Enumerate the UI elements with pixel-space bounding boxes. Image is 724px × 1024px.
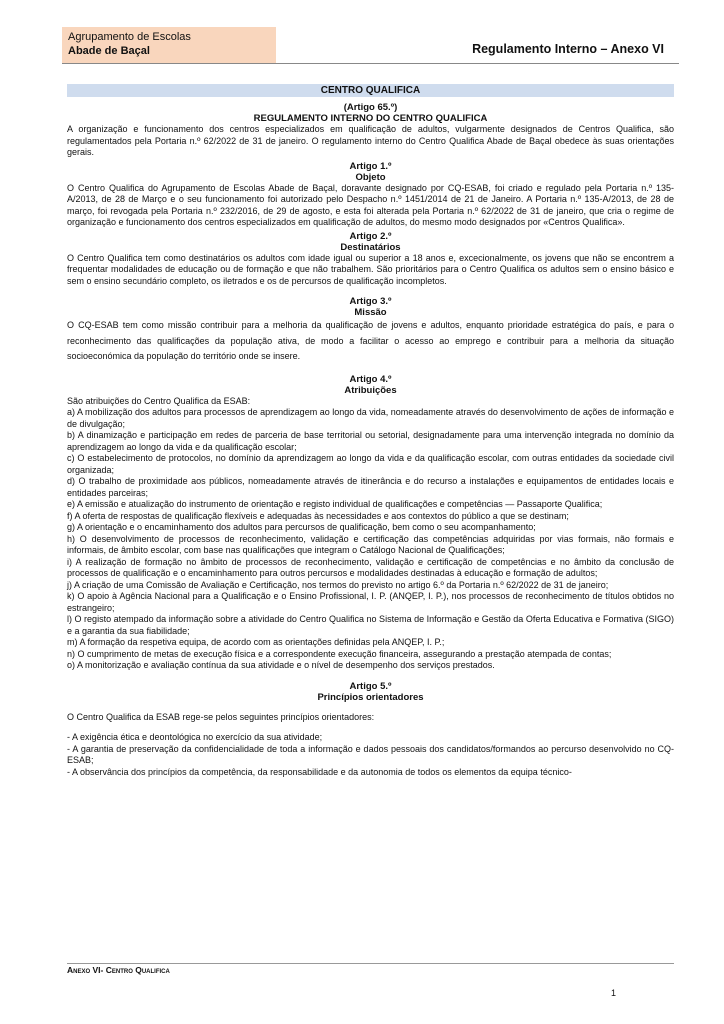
document-body	[67, 84, 674, 778]
page-footer	[67, 963, 674, 975]
article-2-title: Destinatários	[340, 241, 401, 253]
header-divider	[62, 63, 679, 64]
list-item: k) O apoio à Agência Nacional para a Qualificação e o Ensino Profissional, I. P. (ANQEP, I. P.), nos processos de reconhecimento de títulos obtidos no estrangeiro;	[67, 591, 674, 613]
article-5-title: Princípios orientadores	[317, 691, 424, 703]
list-item: l) O registo atempado da informação sobre a atividade do Centro Qualifica no Sistema de Informação e Gestão da Oferta Educativa e Formativa (SIGO) e a garantia da sua fiabilidade;	[67, 614, 674, 636]
list-item: e) A emissão e atualização do instrumento de orientação e registo individual de qualificações e competências — Passaporte Qualifica;	[67, 499, 603, 509]
article-3-number: Artigo 3.º	[349, 296, 392, 307]
article-4-list	[67, 407, 674, 672]
intro-paragraph: A organização e funcionamento dos centros especializados em qualificação de adultos, vulgarmente designados de Centros Qualifica, são regulamentados pela Portaria n.º 62/2022 de 31 de janeiro. O regulamento interno do Centro Qualifica Abade de Baçal obedece às suas orientações gerais.	[67, 124, 674, 157]
article-4-title: Atribuições	[344, 384, 397, 396]
article-5-number: Artigo 5.º	[349, 680, 392, 692]
list-item: m) A formação da respetiva equipa, de acordo com as orientações definidas pela ANQEP, I. P.;	[67, 637, 445, 647]
list-item: o) A monitorização e avaliação contínua da sua atividade e o nível de desempenho dos serviços prestados.	[67, 660, 495, 670]
school-line-2: Abade de Baçal	[68, 45, 150, 57]
article-5-lead: O Centro Qualifica da ESAB rege-se pelos seguintes princípios orientadores:	[67, 711, 375, 722]
school-name-box	[62, 27, 276, 63]
list-item: n) O cumprimento de metas de execução física e a correspondente execução financeira, assegurando a prestação atempada de contas;	[67, 648, 612, 659]
list-item: - A garantia de preservação da confidencialidade de toda a informação e dados pessoais dos candidatos/formandos ao percurso desenvolvido no CQ-ESAB;	[67, 743, 674, 765]
article-3-title: Missão	[354, 307, 387, 318]
document-title: Regulamento Interno – Anexo VI	[472, 42, 664, 56]
footer-label: Anexo VI- Centro Qualifica	[67, 965, 170, 975]
article-1-title: Objeto	[355, 171, 386, 183]
list-item: a) A mobilização dos adultos para processos de aprendizagem ao longo da vida, nomeadamente através do desenvolvimento de ações de informação e de divulgação;	[67, 407, 674, 429]
article-4-number: Artigo 4.º	[349, 373, 392, 385]
article-5-list	[67, 732, 674, 778]
list-item: h) O desenvolvimento de processos de reconhecimento, validação e certificação das competências adquiridas por vias formais, não formais e informais, de âmbito escolar, com base nas qualificações que integram o Catálogo Nacional de Qualificações;	[67, 533, 674, 555]
list-item: i) A realização de formação no âmbito de processos de reconhecimento, validação e certificação de competências e no âmbito da conclusão de processos de qualificação e o encaminhamento para outros percursos e modalidades destinadas à educação e formação de adultos;	[67, 556, 674, 578]
article-4-lead: São atribuições do Centro Qualifica da ESAB:	[67, 395, 251, 406]
list-item: b) A dinamização e participação em redes de parceria de base territorial ou setorial, designadamente para uma intervenção integrada no domínio da aprendizagem ao longo da vida e da qualificação escolar;	[67, 430, 674, 452]
list-item: g) A orientação e o encaminhamento dos adultos para percursos de qualificação, bem como o seu acompanhamento;	[67, 522, 536, 532]
list-item: j) A criação de uma Comissão de Avaliação e Certificação, nos termos do previsto no artigo 6.º da Portaria n.º 62/2022 de 31 de janeiro;	[67, 579, 609, 590]
section-band: CENTRO QUALIFICA	[67, 84, 674, 97]
list-item: d) O trabalho de proximidade aos públicos, nomeadamente através de itinerância e do recurso a instalações e equipamentos de entidades locais e entidades parceiras;	[67, 476, 674, 498]
article-1-paragraph: O Centro Qualifica do Agrupamento de Escolas Abade de Baçal, doravante designado por CQ-ESAB, foi criado e regulado pela Portaria n.º 135-A/2013, de 28 de Março e o seu funcionamento foi autorizado pelo Despacho n.º 1451/2014 de 21 de Janeiro. A Portaria n.º 135-A/2013, de 28 de março, foi revogada pela Portaria n.º 232/2016, de 29 de agosto, e esta foi alterada pela Portaria n.º 62/2022 de 31 de janeiro, que cria o regime de organização e funcionamento dos centros especializados em qualificação de adultos, do mesmo modo designados por «Centros Qualifica».	[67, 182, 674, 227]
list-item: - A exigência ética e deontológica no exercício da sua atividade;	[67, 732, 323, 742]
list-item: - A observância dos princípios da competência, da responsabilidade e da autonomia de todos os elementos da equipa técnico-	[67, 766, 572, 777]
article-2-number: Artigo 2.º	[349, 230, 392, 242]
article-3-paragraph: O CQ-ESAB tem como missão contribuir para a melhoria da qualificação de jovens e adultos, enquanto prioridade estratégica do país, e para o reconhecimento das qualificações da população ativa, de modo a facilitar o acesso ao emprego e contribuir para a melhoria da situação socioeconómica da população do território onde se insere.	[67, 320, 674, 361]
intro-article-number: (Artigo 65.º)	[343, 102, 398, 113]
intro-title: REGULAMENTO INTERNO DO CENTRO QUALIFICA	[253, 113, 488, 124]
list-item: c) O estabelecimento de protocolos, no domínio da aprendizagem ao longo da vida e da qualificação escolar, com outras entidades da sociedade civil organizada;	[67, 453, 674, 475]
article-2-paragraph: O Centro Qualifica tem como destinatários os adultos com idade igual ou superior a 18 anos e, excecionalmente, os jovens que não se encontrem a frequentar modalidades de educação ou de formação e que não trabalhem. São prioritários para o Centro Qualifica os adultos sem o ensino básico e sem o ensino secundário completo, os iletrados e os de percursos de qualificação incompletos.	[67, 252, 674, 286]
article-1-number: Artigo 1.º	[349, 160, 392, 172]
school-line-1: Agrupamento de Escolas	[68, 31, 191, 43]
list-item: f) A oferta de respostas de qualificação flexíveis e adequadas às necessidades e aos contextos do público a que se destinam;	[67, 510, 569, 521]
page-number: 1	[611, 988, 617, 998]
